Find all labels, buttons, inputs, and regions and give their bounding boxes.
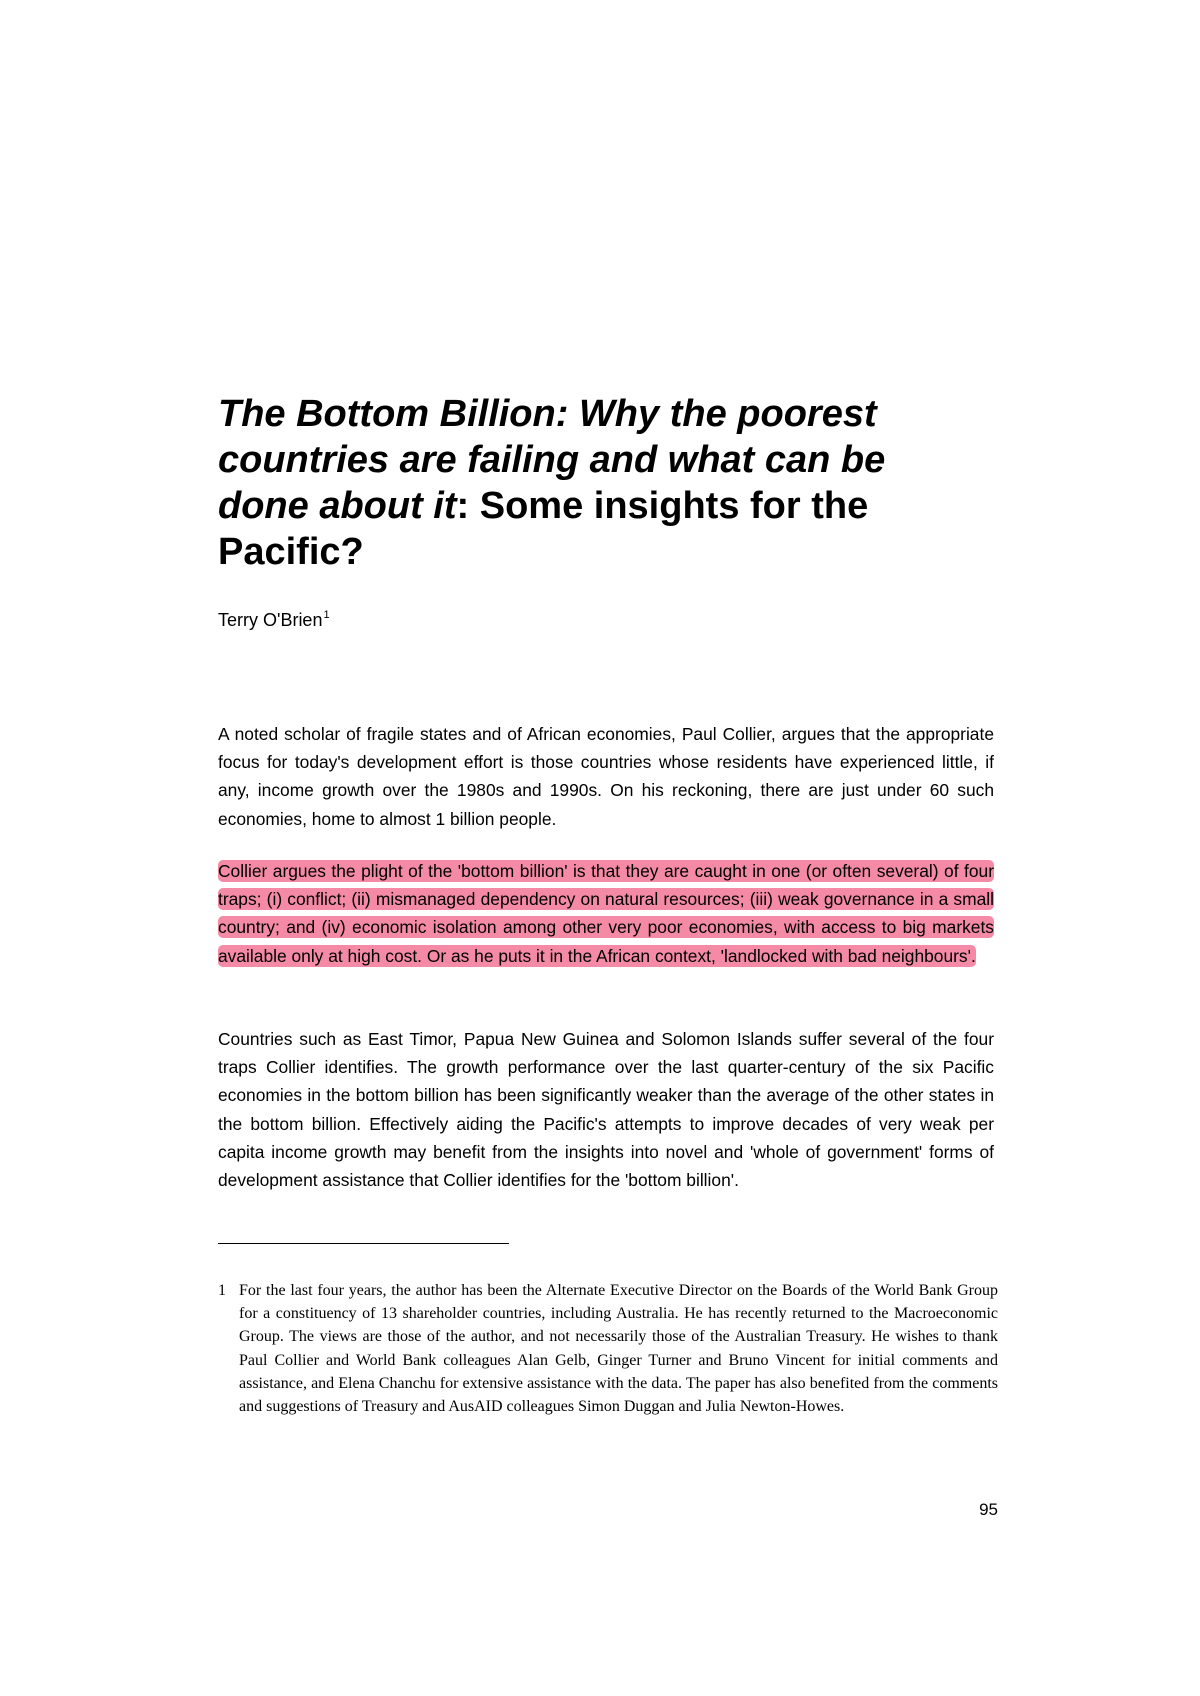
footnote-reference[interactable]: 1 xyxy=(323,609,330,621)
paragraph-highlighted xyxy=(218,857,994,970)
paragraph-intro-text: A noted scholar of fragile states and of African economies, Paul Collier, argues that the appropriate focus for today's development effort is those countries whose residents have experienced little, if any, income growth over the 1980s and 1990s. On his reckoning, there are just under 60 such economies, home to almost 1 billion people. xyxy=(218,724,994,829)
author-byline xyxy=(218,603,330,632)
paragraph-pacific-text: Countries such as East Timor, Papua New Guinea and Solomon Islands suffer several of the four traps Collier identifies. The growth performance over the last quarter-century of the six Pacific economies in the bottom billion has been significantly weaker than the average of the other states in the bottom billion. Effectively aiding the Pacific's attempts to improve decades of very weak per capita income growth may benefit from the insights into novel and 'whole of government' forms of development assistance that Collier identifies for the 'bottom billion'. xyxy=(218,1029,994,1191)
author-name: Terry O'Brien xyxy=(218,610,323,630)
paragraph-intro xyxy=(218,720,994,833)
page-title xyxy=(218,391,978,575)
footnote-divider xyxy=(218,1243,509,1244)
footnote-number: 1 xyxy=(218,1282,226,1299)
page-number: 95 xyxy=(979,1500,998,1519)
footnote xyxy=(218,1279,998,1418)
footnote-text: For the last four years, the author has been the Alternate Executive Director on the Boards of the World Bank Group for a constituency of 13 shareholder countries, including Australia. He has recently returned to the Macroeconomic Group. The views are those of the author, and not necessarily those of the Australian Treasury. He wishes to thank Paul Collier and World Bank colleagues Alan Gelb, Ginger Turner and Bruno Vincent for initial comments and assistance, and Elena Chanchu for extensive assistance with the data. The paper has also benefited from the comments and suggestions of Treasury and AusAID colleagues Simon Duggan and Julia Newton-Howes. xyxy=(239,1282,998,1416)
title-regular-part: : Some insights for the Pacific? xyxy=(218,485,869,573)
highlighted-text[interactable]: Collier argues the plight of the 'bottom billion' is that they are caught in one (or often several) of four traps; (i) conflict; (ii) mismanaged dependency on natural resources; (iii) weak governance in a small country; and (iv) economic isolation among other very poor economies, with access to big markets available only at high cost. Or as he puts it in the African context, 'landlocked with bad neighbours'. xyxy=(218,861,994,966)
paragraph-pacific xyxy=(218,1025,994,1194)
title-italic-part: The Bottom Billion: Why the poorest countries are failing and what can be done about it xyxy=(218,393,886,527)
